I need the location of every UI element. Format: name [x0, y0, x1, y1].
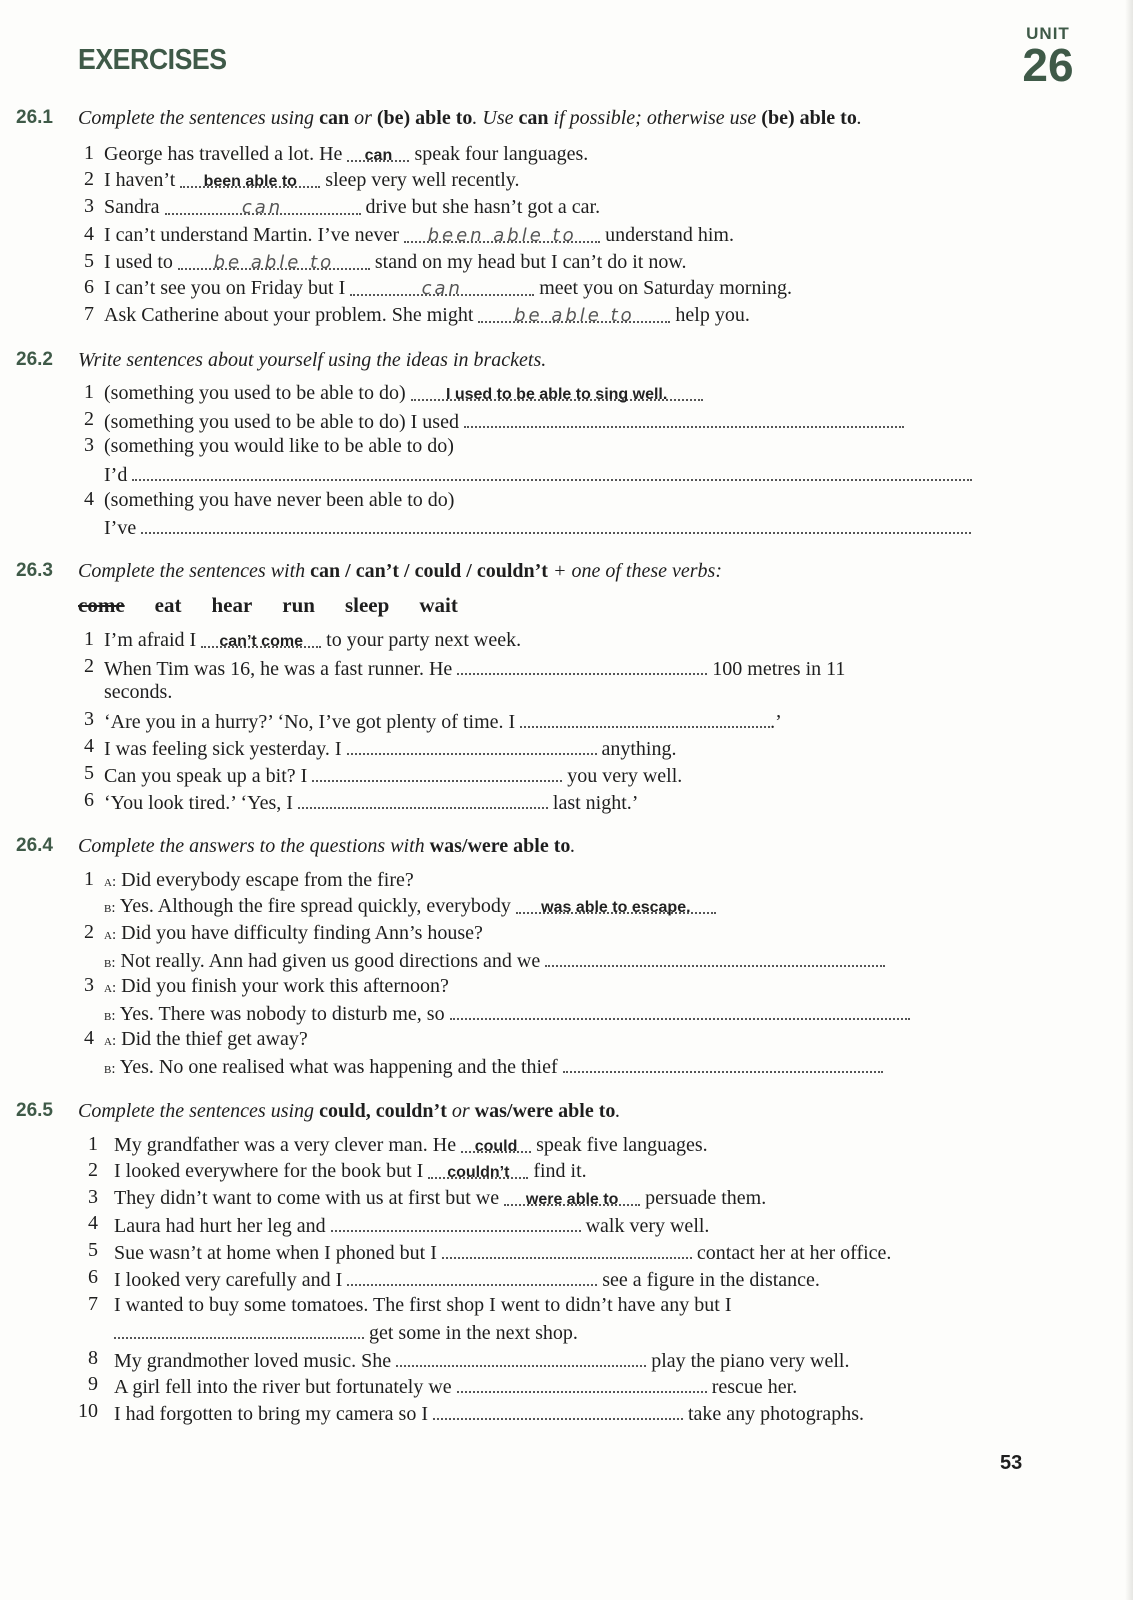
answer-blank[interactable] — [312, 762, 562, 782]
exercise-item-continuation: seconds. — [104, 681, 173, 703]
item-number: 5 — [84, 250, 94, 272]
answer-blank[interactable] — [442, 1239, 692, 1259]
answer-blank[interactable] — [298, 789, 548, 809]
verb-word: eat — [154, 593, 182, 617]
section-instruction: Complete the answers to the questions with was/were able to. — [78, 835, 576, 857]
exercise-item-continuation: I’ve — [104, 514, 971, 540]
answer-blank[interactable] — [331, 1212, 581, 1232]
answer-blank[interactable]: can — [165, 195, 361, 215]
item-number: 3 — [84, 195, 94, 217]
exercise-item: I was feeling sick yesterday. I anything. — [104, 735, 677, 761]
item-number: 8 — [88, 1347, 98, 1369]
answer-blank[interactable] — [545, 947, 885, 967]
item-number: 1 — [88, 1133, 98, 1155]
section-number: 26.5 — [16, 1100, 53, 1121]
item-number: 10 — [78, 1400, 98, 1422]
verb-word: wait — [419, 593, 458, 617]
exercise-item: I’m afraid I can’t come to your party next week. — [104, 629, 522, 651]
section-number: 26.2 — [16, 349, 53, 370]
section-number: 26.3 — [16, 560, 53, 581]
exercise-item: When Tim was 16, he was a fast runner. He 100 metres in 11 — [104, 655, 845, 681]
answer-blank[interactable]: be able to — [478, 303, 670, 323]
exercise-item: (something you used to be able to do) I used to be able to sing well. — [104, 381, 703, 405]
item-number: 9 — [88, 1373, 98, 1395]
item-number: 6 — [84, 789, 94, 811]
question-line: a: Did you finish your work this afternoon? — [104, 975, 449, 997]
verb-word: run — [282, 593, 315, 617]
item-number: 3 — [84, 434, 94, 456]
page-edge — [1125, 0, 1133, 1600]
item-number: 7 — [88, 1293, 98, 1315]
exercise-item: (something you would like to be able to do) — [104, 435, 454, 457]
exercise-item: Laura had hurt her leg and walk very well. — [114, 1212, 709, 1238]
section-instruction: Complete the sentences with can / can’t / could / couldn’t + one of these verbs: — [78, 560, 722, 582]
answer-blank[interactable]: couldn’t — [428, 1159, 528, 1179]
verb-word: sleep — [344, 593, 390, 617]
item-number: 3 — [84, 974, 94, 996]
item-number: 2 — [84, 168, 94, 190]
item-number: 4 — [84, 735, 94, 757]
item-number: 3 — [88, 1186, 98, 1208]
item-number: 1 — [84, 868, 94, 890]
exercise-item: Sandra can drive but she hasn’t got a car. — [104, 196, 601, 218]
exercise-item: I can’t understand Martin. I’ve never been able to understand him. — [104, 224, 734, 246]
answer-line: b: Yes. No one realised what was happening and the thief — [104, 1053, 883, 1081]
item-number: 5 — [84, 762, 94, 784]
section-number: 26.4 — [16, 835, 53, 856]
page-number: 53 — [1000, 1452, 1023, 1474]
item-number: 2 — [84, 655, 94, 677]
answer-blank[interactable] — [347, 735, 597, 755]
question-line: a: Did you have difficulty finding Ann’s house? — [104, 922, 483, 944]
answer-blank[interactable]: be able to — [178, 250, 370, 270]
unit-label: UNIT — [1026, 24, 1070, 43]
answer-blank[interactable]: were able to — [504, 1186, 640, 1206]
exercise-item: A girl fell into the river but fortunately we rescue her. — [114, 1373, 797, 1399]
unit-badge — [1018, 24, 1078, 91]
answer-blank[interactable]: could — [461, 1133, 531, 1153]
exercise-item: I looked very carefully and I see a figure in the distance. — [114, 1266, 820, 1292]
item-number: 3 — [84, 708, 94, 730]
question-line: a: Did the thief get away? — [104, 1028, 308, 1050]
item-number: 7 — [84, 303, 94, 325]
exercise-item: Can you speak up a bit? I you very well. — [104, 762, 682, 788]
answer-line: b: Yes. Although the fire spread quickly, everybody was able to escape. — [104, 894, 716, 920]
item-number: 5 — [88, 1239, 98, 1261]
answer-blank[interactable]: was able to escape. — [516, 894, 716, 914]
exercise-item: I used to be able to stand on my head but I can’t do it now. — [104, 251, 687, 273]
answer-blank[interactable] — [433, 1400, 683, 1420]
verb-list — [78, 593, 488, 618]
item-number: 2 — [88, 1159, 98, 1181]
exercise-item: I haven’t been able to sleep very well recently. — [104, 169, 520, 191]
answer-blank[interactable] — [457, 655, 707, 675]
exercise-item: My grandmother loved music. She play the piano very well. — [114, 1347, 849, 1373]
exercise-item: I looked everywhere for the book but I couldn’t find it. — [114, 1160, 587, 1182]
exercise-item: I had forgotten to bring my camera so I take any photographs. — [114, 1400, 864, 1426]
exercise-item: I can’t see you on Friday but I can meet you on Saturday morning. — [104, 277, 792, 299]
answer-blank[interactable] — [520, 708, 770, 728]
answer-blank[interactable]: I used to be able to sing well. — [411, 381, 703, 401]
item-number: 6 — [88, 1266, 98, 1288]
answer-blank[interactable]: can — [347, 142, 409, 162]
answer-blank[interactable]: can’t come — [201, 628, 321, 648]
exercise-item-continuation: I’d — [104, 461, 972, 487]
section-number: 26.1 — [16, 107, 53, 128]
item-number: 1 — [84, 628, 94, 650]
exercise-item: Ask Catherine about your problem. She might be able to help you. — [104, 304, 750, 326]
question-line: a: Did everybody escape from the fire? — [104, 869, 414, 891]
answer-line: b: Not really. Ann had given us good directions and we — [104, 947, 885, 975]
answer-blank[interactable] — [132, 461, 972, 481]
answer-blank[interactable] — [141, 514, 971, 534]
exercise-item: (something you used to be able to do) I used — [104, 408, 904, 434]
exercise-item: Sue wasn’t at home when I phoned but I contact her at her office. — [114, 1239, 891, 1265]
page-title: EXERCISES — [78, 44, 227, 76]
verb-word: hear — [211, 593, 253, 617]
item-number: 1 — [84, 381, 94, 403]
item-number: 2 — [84, 921, 94, 943]
exercise-item: ‘Are you in a hurry?’ ‘No, I’ve got plenty of time. I .’ — [104, 708, 782, 734]
answer-blank[interactable]: can — [350, 276, 534, 296]
section-instruction: Complete the sentences using can or (be) able to. Use can if possible; otherwise use (be) able to. — [78, 107, 862, 129]
answer-blank[interactable] — [464, 408, 904, 428]
item-number: 1 — [84, 142, 94, 164]
verb-word: come — [78, 593, 125, 617]
item-number: 2 — [84, 408, 94, 430]
exercise-item: (something you have never been able to do) — [104, 489, 455, 511]
answer-blank[interactable] — [396, 1347, 646, 1367]
answer-blank[interactable] — [457, 1373, 707, 1393]
exercise-item: ‘You look tired.’ ‘Yes, I last night.’ — [104, 789, 638, 815]
answer-blank[interactable] — [563, 1053, 883, 1073]
exercise-item: My grandfather was a very clever man. He could speak five languages. — [114, 1134, 708, 1156]
exercise-item-continuation: get some in the next shop. — [114, 1319, 578, 1345]
answer-blank[interactable]: been able to — [404, 223, 600, 243]
item-number: 4 — [84, 488, 94, 510]
exercise-item: They didn’t want to come with us at first but we were able to persuade them. — [114, 1187, 767, 1209]
answer-blank[interactable] — [347, 1266, 597, 1286]
section-instruction: Complete the sentences using could, couldn’t or was/were able to. — [78, 1100, 621, 1122]
section-instruction: Write sentences about yourself using the ideas in brackets. — [78, 349, 547, 371]
answer-line: b: Yes. There was nobody to disturb me, so — [104, 1000, 910, 1028]
answer-blank[interactable]: been able to — [180, 168, 320, 188]
item-number: 4 — [88, 1212, 98, 1234]
item-number: 6 — [84, 276, 94, 298]
answer-blank[interactable] — [450, 1000, 910, 1020]
answer-blank[interactable] — [114, 1319, 364, 1339]
exercise-item: I wanted to buy some tomatoes. The first shop I went to didn’t have any but I — [114, 1294, 732, 1316]
item-number: 4 — [84, 1027, 94, 1049]
unit-number: 26 — [1022, 39, 1074, 91]
exercise-item: George has travelled a lot. He can speak four languages. — [104, 143, 589, 165]
item-number: 4 — [84, 223, 94, 245]
